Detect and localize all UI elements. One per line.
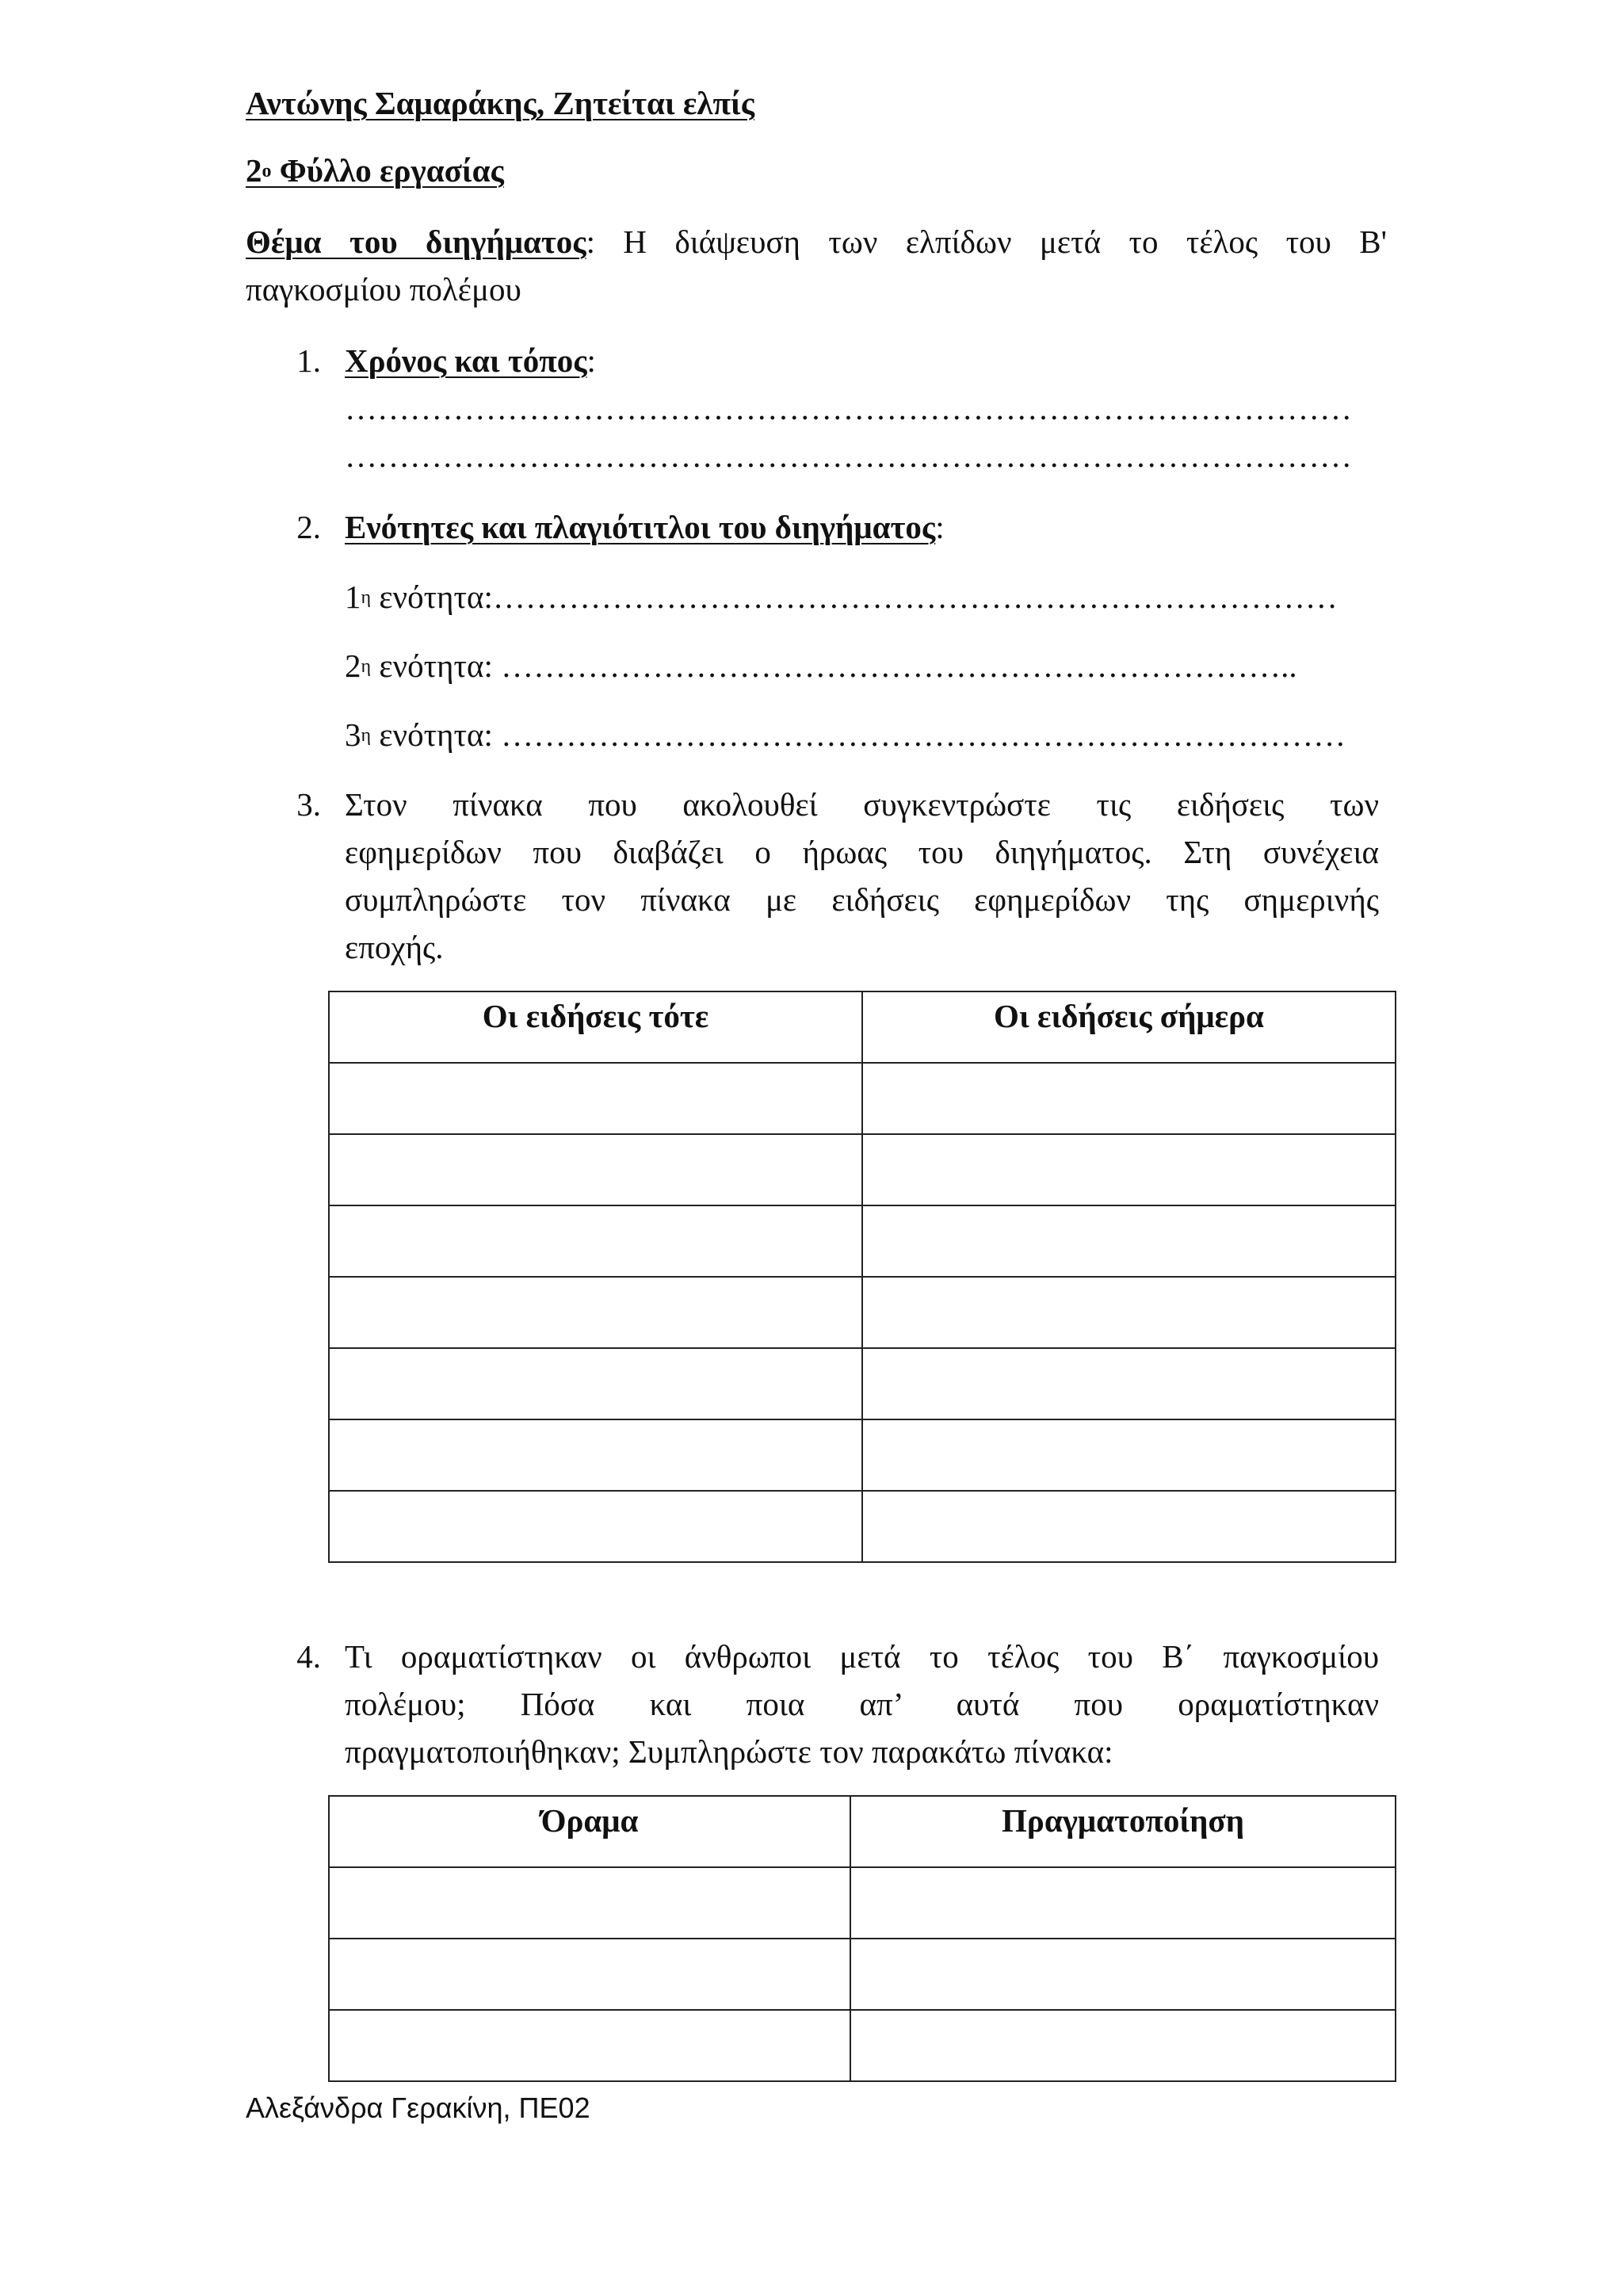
realization-header: Πραγματοποίηση <box>850 1796 1396 1867</box>
vision-table <box>328 1795 1396 2082</box>
news-then-cell[interactable] <box>329 1134 862 1205</box>
question-3-line-1: Στον πίνακα που ακολουθεί συγκεντρώστε τις ειδήσεις των <box>345 786 1379 823</box>
section-3-suffix: η <box>361 725 372 746</box>
question-2-label: Ενότητες και πλαγιότιτλοι του διηγήματος <box>345 509 936 545</box>
news-then-header: Οι ειδήσεις τότε <box>329 991 862 1063</box>
section-1-line <box>345 573 1379 621</box>
table-row <box>329 1205 1396 1277</box>
section-2-dots: ……………………………………………………………….. <box>501 648 1297 684</box>
news-then-cell[interactable] <box>329 1348 862 1419</box>
news-now-cell[interactable] <box>862 1063 1396 1134</box>
question-1-colon: : <box>586 342 596 379</box>
table-row <box>329 1063 1396 1134</box>
news-table-header-row <box>329 991 1396 1063</box>
question-3-line-2: εφημερίδων που διαβάζει ο ήρωας του διηγήματος. Στη συνέχεια <box>345 834 1379 870</box>
news-then-cell[interactable] <box>329 1205 862 1277</box>
section-1-number: 1 <box>345 579 361 615</box>
section-1-label: ενότητα: <box>371 579 493 615</box>
question-3-number: 3. <box>296 786 321 823</box>
question-4-line-3: πραγματοποιήθηκαν; Συμπληρώστε τον παρακάτω πίνακα: <box>345 1733 1113 1770</box>
table-row <box>329 1277 1396 1348</box>
question-4-line-1: Τι οραματίστηκαν οι άνθρωποι μετά το τέλος του Β΄ παγκοσμίου <box>345 1638 1379 1675</box>
table-row <box>329 1867 1396 1939</box>
theme-line-1 <box>246 218 1387 266</box>
section-2-suffix: η <box>361 656 372 677</box>
news-then-cell[interactable] <box>329 1419 862 1491</box>
question-1-label: Χρόνος και τόπος <box>345 342 587 379</box>
section-3-line <box>345 711 1391 758</box>
news-table <box>328 991 1396 1563</box>
footer-author: Αλεξάνδρα Γερακίνη, ΠΕ02 <box>246 2092 590 2124</box>
document-title: Αντώνης Σαμαράκης, Ζητείται ελπίς <box>246 85 755 121</box>
table-row <box>329 1419 1396 1491</box>
section-3-number: 3 <box>345 716 361 753</box>
question-2-number: 2. <box>296 509 321 545</box>
table-row <box>329 1491 1396 1562</box>
section-2-label: ενότητα: <box>371 648 502 684</box>
news-now-cell[interactable] <box>862 1205 1396 1277</box>
answer-line-2: ………………………………………………………………………………… <box>345 437 1352 474</box>
news-then-cell[interactable] <box>329 1491 862 1562</box>
theme-colon: : <box>586 223 595 260</box>
sheet-number-suffix: ο <box>262 161 272 181</box>
question-1-number: 1. <box>296 342 321 379</box>
news-now-cell[interactable] <box>862 1491 1396 1562</box>
question-1-heading <box>345 337 596 384</box>
question-2-heading <box>345 503 945 551</box>
section-2-line <box>345 642 1379 690</box>
news-now-cell[interactable] <box>862 1277 1396 1348</box>
sheet-number: 2 <box>246 152 262 189</box>
news-then-cell[interactable] <box>329 1277 862 1348</box>
vision-cell[interactable] <box>329 2010 850 2081</box>
table-row <box>329 1134 1396 1205</box>
vision-cell[interactable] <box>329 1867 850 1939</box>
question-3-line-4: εποχής. <box>345 929 444 965</box>
section-3-label: ενότητα: <box>371 716 502 753</box>
question-4-line-2: πολέμου; Πόσα και ποια απ’ αυτά που οραματίστηκαν <box>345 1686 1379 1722</box>
answer-line-1: ………………………………………………………………………………… <box>345 390 1352 426</box>
sheet-heading <box>246 147 504 194</box>
question-2-colon: : <box>935 509 945 545</box>
vision-table-header-row <box>329 1796 1396 1867</box>
theme-line-2: παγκοσμίου πολέμου <box>246 271 521 308</box>
vision-cell[interactable] <box>329 1939 850 2010</box>
realization-cell[interactable] <box>850 2010 1396 2081</box>
news-now-header: Οι ειδήσεις σήμερα <box>862 991 1396 1063</box>
section-1-suffix: η <box>361 587 372 608</box>
section-3-dots: …………………………………………………………………… <box>501 716 1346 753</box>
section-2-number: 2 <box>345 648 361 684</box>
theme-label: Θέμα του διηγήματος <box>246 223 586 260</box>
question-4-number: 4. <box>296 1638 321 1675</box>
theme-text-1: Η διάψευση των ελπίδων μετά το τέλος του Β' <box>623 223 1387 260</box>
vision-header: Όραμα <box>329 1796 850 1867</box>
question-3-line-3: συμπληρώστε τον πίνακα με ειδήσεις εφημερίδων της σημερινής <box>345 881 1379 918</box>
news-now-cell[interactable] <box>862 1134 1396 1205</box>
news-now-cell[interactable] <box>862 1419 1396 1491</box>
sheet-label: Φύλλο εργασίας <box>271 152 504 189</box>
section-1-dots: …………………………………………………………………… <box>492 579 1338 615</box>
news-now-cell[interactable] <box>862 1348 1396 1419</box>
realization-cell[interactable] <box>850 1867 1396 1939</box>
table-row <box>329 2010 1396 2081</box>
table-row <box>329 1939 1396 2010</box>
table-row <box>329 1348 1396 1419</box>
news-then-cell[interactable] <box>329 1063 862 1134</box>
realization-cell[interactable] <box>850 1939 1396 2010</box>
